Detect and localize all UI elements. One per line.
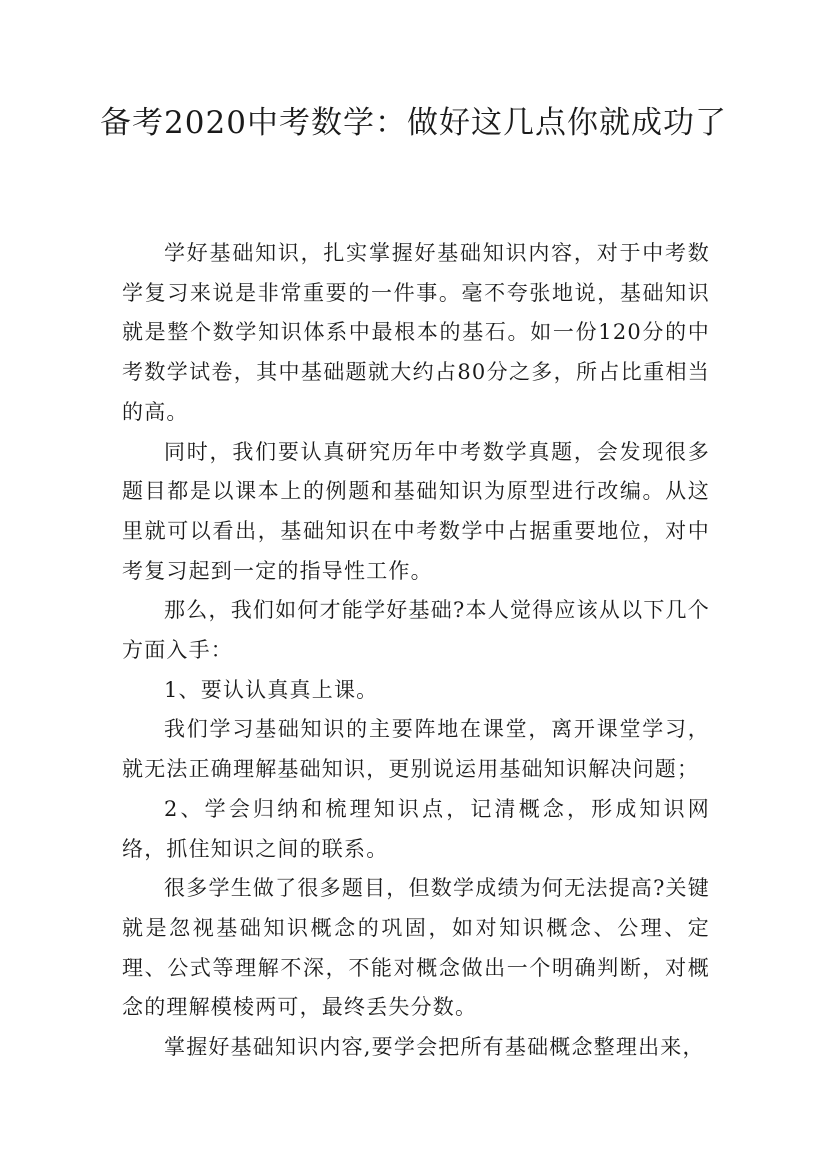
document-title: 备考2020中考数学：做好这几点你就成功了 [100, 105, 727, 141]
paragraph-6: 2、学会归纳和梳理知识点，记清概念，形成知识网络，抓住知识之间的联系。 [122, 796, 710, 861]
paragraph-4: 1、要认认真真上课。 [164, 677, 379, 702]
paragraph-5: 我们学习基础知识的主要阵地在课堂，离开课堂学习，就无法正确理解基础知识，更别说运用基础知识解决问题； [122, 717, 710, 782]
document-body [122, 234, 710, 1068]
paragraph-8: 掌握好基础知识内容,要学会把所有基础概念整理出来， [164, 1035, 705, 1060]
paragraph-1: 学好基础知识，扎实掌握好基础知识内容，对于中考数学复习来说是非常重要的一件事。毫不夸张地说，基础知识就是整个数学知识体系中最根本的基石。如一份120分的中考数学试卷，其中基础题就大约占80分之多，所占比重相当的高。 [122, 241, 710, 424]
paragraph-3: 那么，我们如何才能学好基础?本人觉得应该从以下几个方面入手： [122, 598, 710, 663]
paragraph-2: 同时，我们要认真研究历年中考数学真题，会发现很多题目都是以课本上的例题和基础知识为原型进行改编。从这里就可以看出，基础知识在中考数学中占据重要地位，对中考复习起到一定的指导性工作。 [122, 439, 710, 583]
paragraph-7: 很多学生做了很多题目，但数学成绩为何无法提高?关键就是忽视基础知识概念的巩固，如对知识概念、公理、定理、公式等理解不深，不能对概念做出一个明确判断，对概念的理解模棱两可，最终丢失分数。 [122, 876, 710, 1020]
